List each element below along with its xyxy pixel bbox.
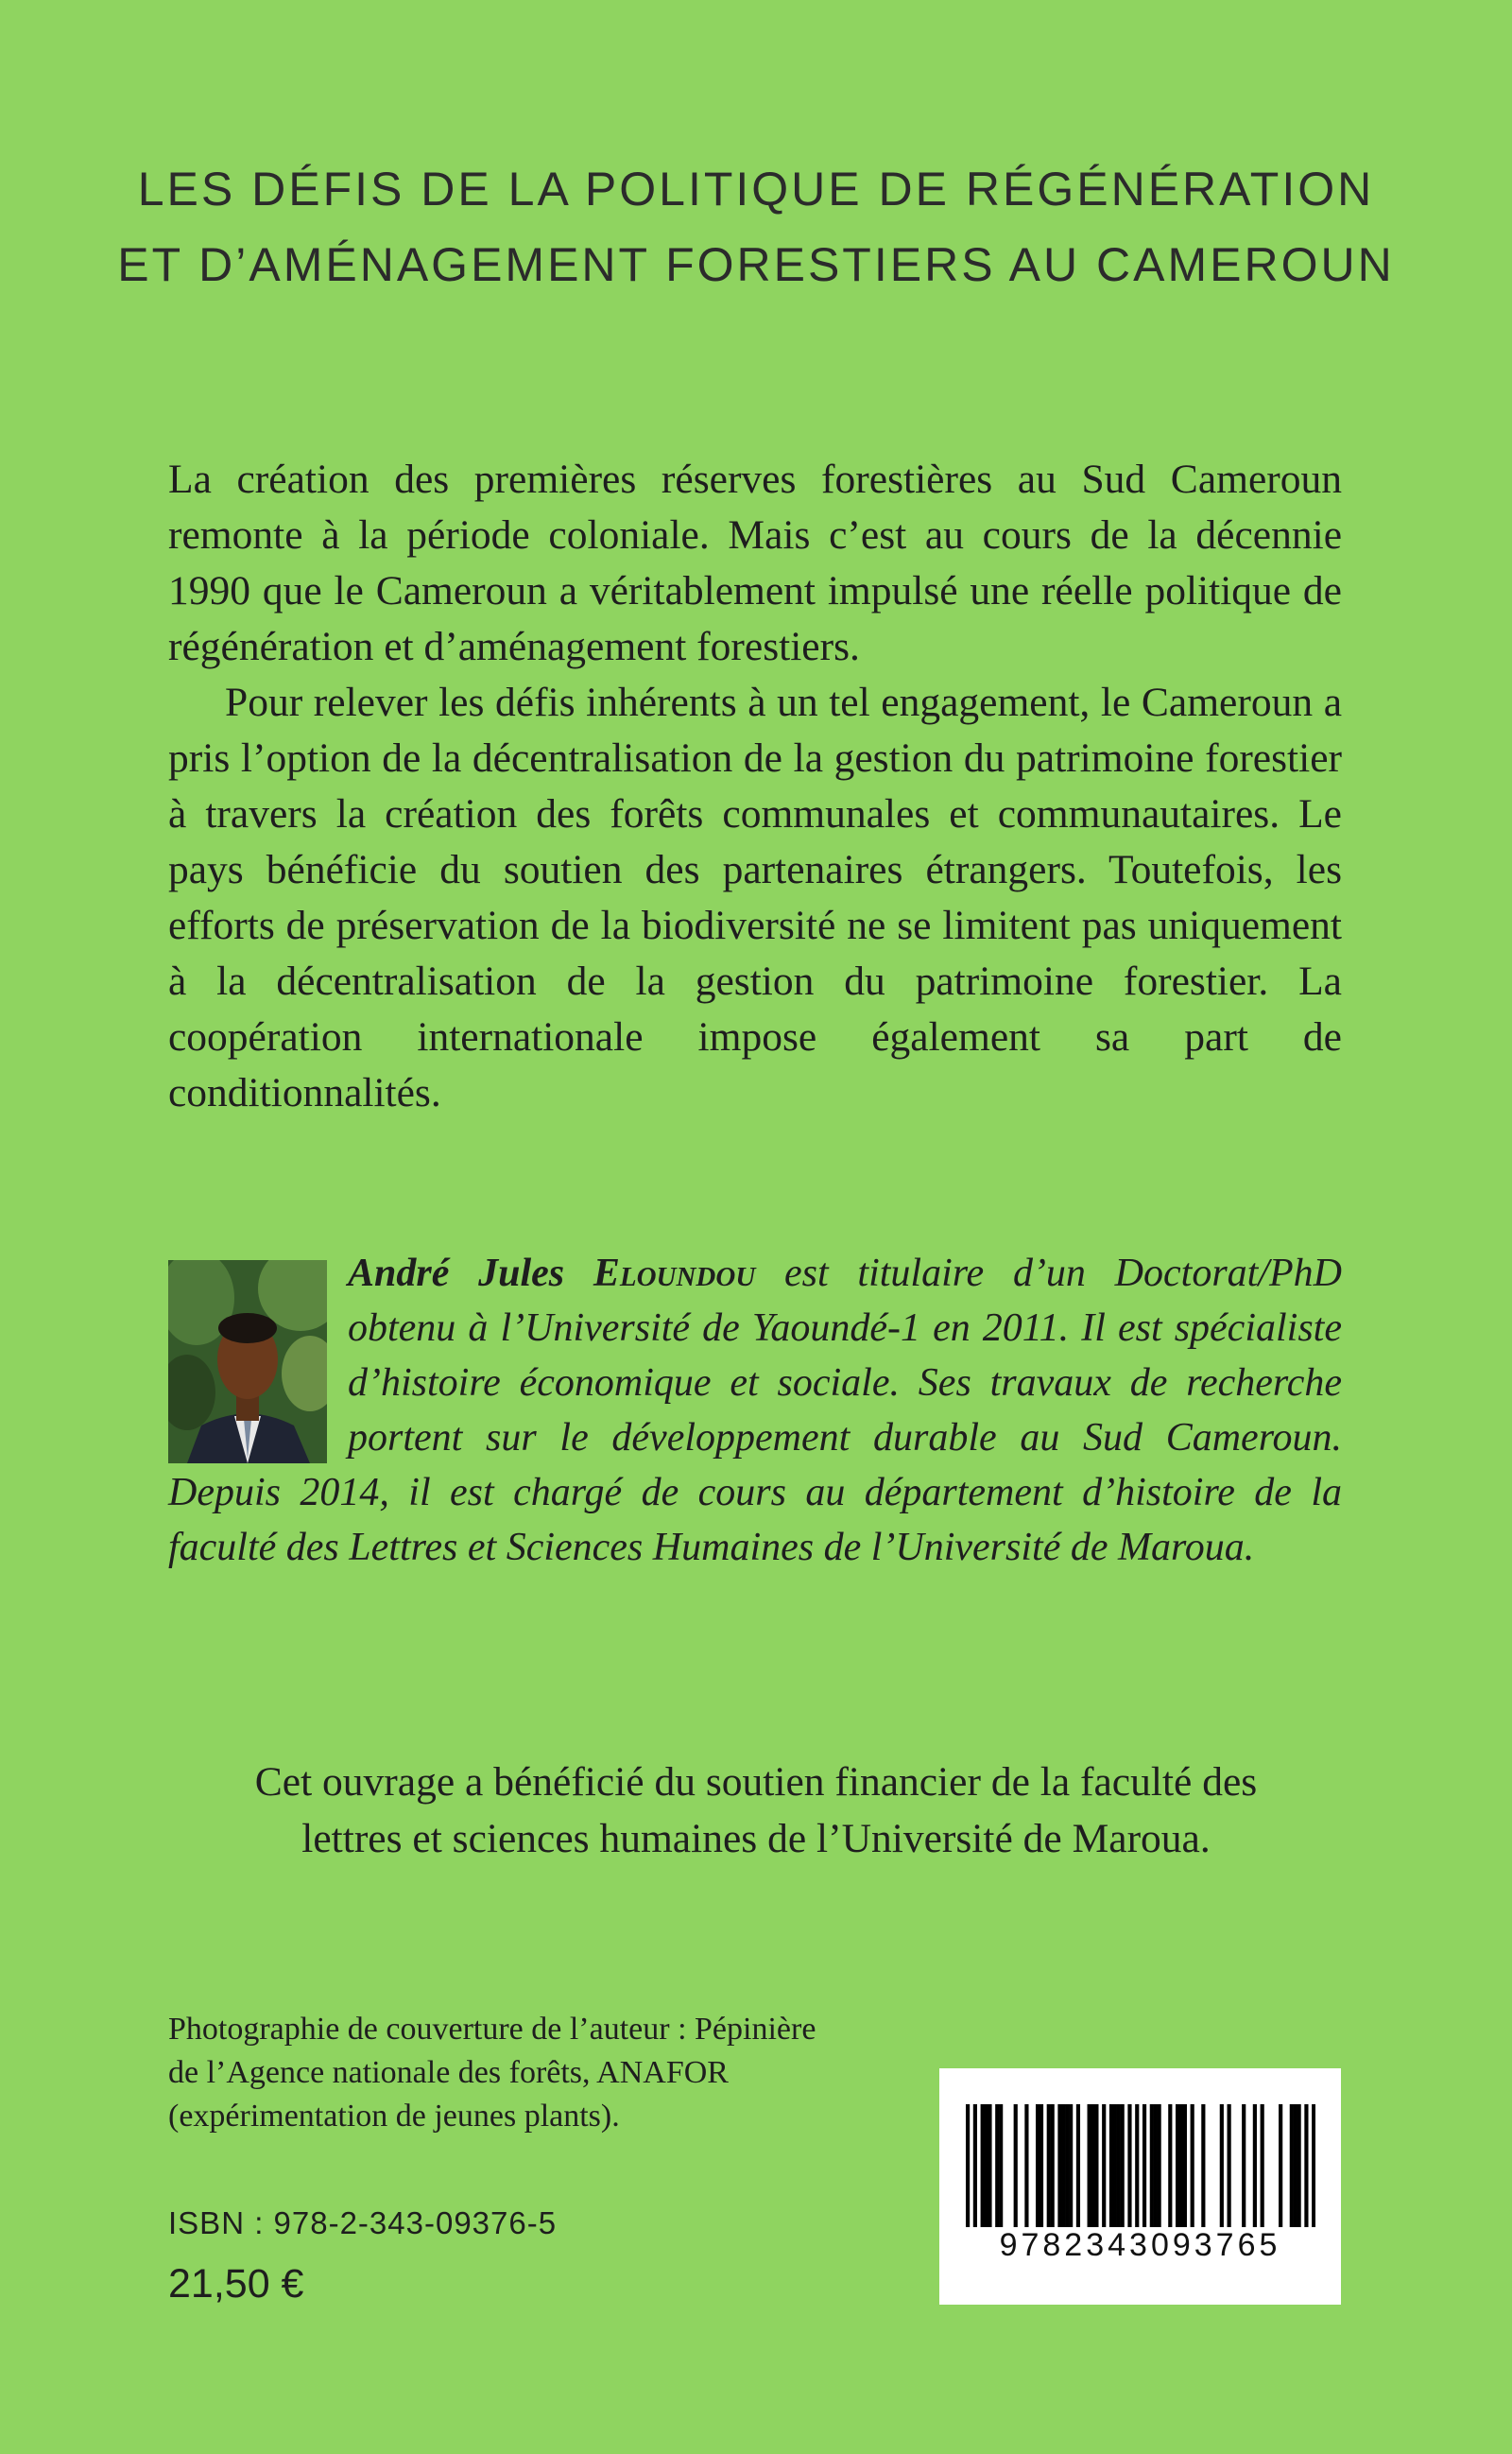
book-title: [0, 151, 1512, 302]
book-title-line-2: ET D’AMÉNAGEMENT FORESTIERS AU CAMEROUN: [117, 238, 1395, 291]
author-bio: [168, 1246, 1342, 1575]
barcode-bar: [1150, 2104, 1154, 2227]
barcode-bar: [1036, 2104, 1040, 2227]
funding-note: [113, 1754, 1399, 1867]
barcode-bar: [1242, 2104, 1246, 2227]
barcode-bar: [1102, 2104, 1106, 2227]
barcode-bar: [1040, 2104, 1043, 2227]
barcode-bar: [1065, 2104, 1069, 2227]
barcode-bar: [1135, 2104, 1139, 2227]
barcode-digits: 9782343093765: [999, 2227, 1281, 2263]
barcode-bar: [1057, 2104, 1061, 2227]
barcode-bar: [1154, 2104, 1158, 2227]
barcode-bar: [1091, 2104, 1094, 2227]
summary-paragraph-2: Pour relever les défis inhérents à un tel engagement, le Cameroun a pris l’option de la décentralisation de la gestion du patrimoine forestier à travers la création des forêts communales et communautaires. Le pays bénéficie du soutien des partenaires étrangers. Toutefois, les efforts de préservation de la biodiversité ne se limitent pas uniquement à la décentralisation de la gestion du patrimoine forestier. La coopération internationale impose également sa part de conditionnalités.: [168, 680, 1342, 1115]
barcode-bar: [1024, 2104, 1028, 2227]
barcode-bar: [1127, 2104, 1131, 2227]
barcode-bar: [1117, 2104, 1121, 2227]
barcode-bar: [1014, 2104, 1018, 2227]
barcode-bar: [995, 2104, 999, 2227]
barcode-bar: [973, 2104, 977, 2227]
barcode-bar: [1121, 2104, 1125, 2227]
barcode-bar: [1279, 2104, 1282, 2227]
book-title-line-1: LES DÉFIS DE LA POLITIQUE DE RÉGÉNÉRATION: [137, 163, 1375, 216]
barcode-bar: [1051, 2104, 1055, 2227]
barcode-bar: [981, 2104, 985, 2227]
barcode-bar: [1201, 2104, 1205, 2227]
isbn: ISBN : 978-2-343-09376-5: [168, 2205, 558, 2240]
barcode-bar: [1109, 2104, 1113, 2227]
barcode-bar: [999, 2104, 1003, 2227]
summary-paragraph-1: La création des premières réserves forestières au Sud Cameroun remonte à la période coloniale. Mais c’est au cours de la décennie 1990 que le Cameroun a véritablement impulsé une réelle politique de régénération et d’aménagement forestiers.: [168, 457, 1342, 669]
photo-float-spacer: [168, 1246, 348, 1465]
author-surname: Eloundou: [593, 1252, 756, 1295]
funding-note-line-2: lettres et sciences humaines de l’Université de Maroua.: [301, 1816, 1211, 1861]
photo-credit-line-3: (expérimentation de jeunes plants).: [168, 2099, 620, 2134]
barcode-bar: [1304, 2104, 1308, 2227]
barcode-bar: [1290, 2104, 1294, 2227]
barcode-bar: [1176, 2104, 1179, 2227]
funding-note-line-1: Cet ouvrage a bénéficié du soutien financier de la faculté des: [254, 1759, 1258, 1805]
barcode-bar: [988, 2104, 991, 2227]
barcode-bar: [1143, 2104, 1146, 2227]
barcode-bar: [1076, 2104, 1080, 2227]
barcode-bar: [1047, 2104, 1051, 2227]
barcode-bar: [1061, 2104, 1065, 2227]
barcode-bar: [1261, 2104, 1264, 2227]
barcode-bar: [1168, 2104, 1172, 2227]
barcode-bar: [1220, 2104, 1224, 2227]
barcode-bar: [1183, 2104, 1187, 2227]
price: 21,50 €: [168, 2261, 304, 2307]
photo-credit-line-2: de l’Agence nationale des forêts, ANAFOR: [168, 2055, 729, 2090]
barcode-bar: [1294, 2104, 1297, 2227]
barcode-bar: [1113, 2104, 1117, 2227]
barcode-bar: [1312, 2104, 1315, 2227]
barcode-bar: [966, 2104, 970, 2227]
photo-credit: [168, 2008, 924, 2138]
book-summary: [168, 452, 1342, 1121]
author-first-names: André Jules: [348, 1252, 593, 1295]
barcode: [939, 2068, 1341, 2305]
barcode-bar: [1253, 2104, 1257, 2227]
barcode-bar: [1069, 2104, 1073, 2227]
barcode-bar: [1228, 2104, 1231, 2227]
barcode-bar: [1297, 2104, 1301, 2227]
author-bio-text: est titulaire d’un Doctorat/PhD obtenu à l’Université de Yaoundé-1 en 2011. Il est spécialiste d’histoire économique et sociale. Ses travaux de recherche portent sur le développement durable au Sud Cameroun. Depuis 2014, il est chargé de cours au département d’histoire de la faculté des Lettres et Sciences Humaines de l’Université de Maroua.: [168, 1252, 1342, 1569]
barcode-bar: [984, 2104, 988, 2227]
barcode-bar: [1191, 2104, 1194, 2227]
barcode-bar: [1094, 2104, 1098, 2227]
barcode-bar: [1158, 2104, 1161, 2227]
barcode-bar: [1179, 2104, 1183, 2227]
photo-credit-line-1: Photographie de couverture de l’auteur : Pépinière: [168, 2012, 816, 2047]
barcode-bars: [966, 2104, 1315, 2237]
barcode-bar: [1088, 2104, 1091, 2227]
